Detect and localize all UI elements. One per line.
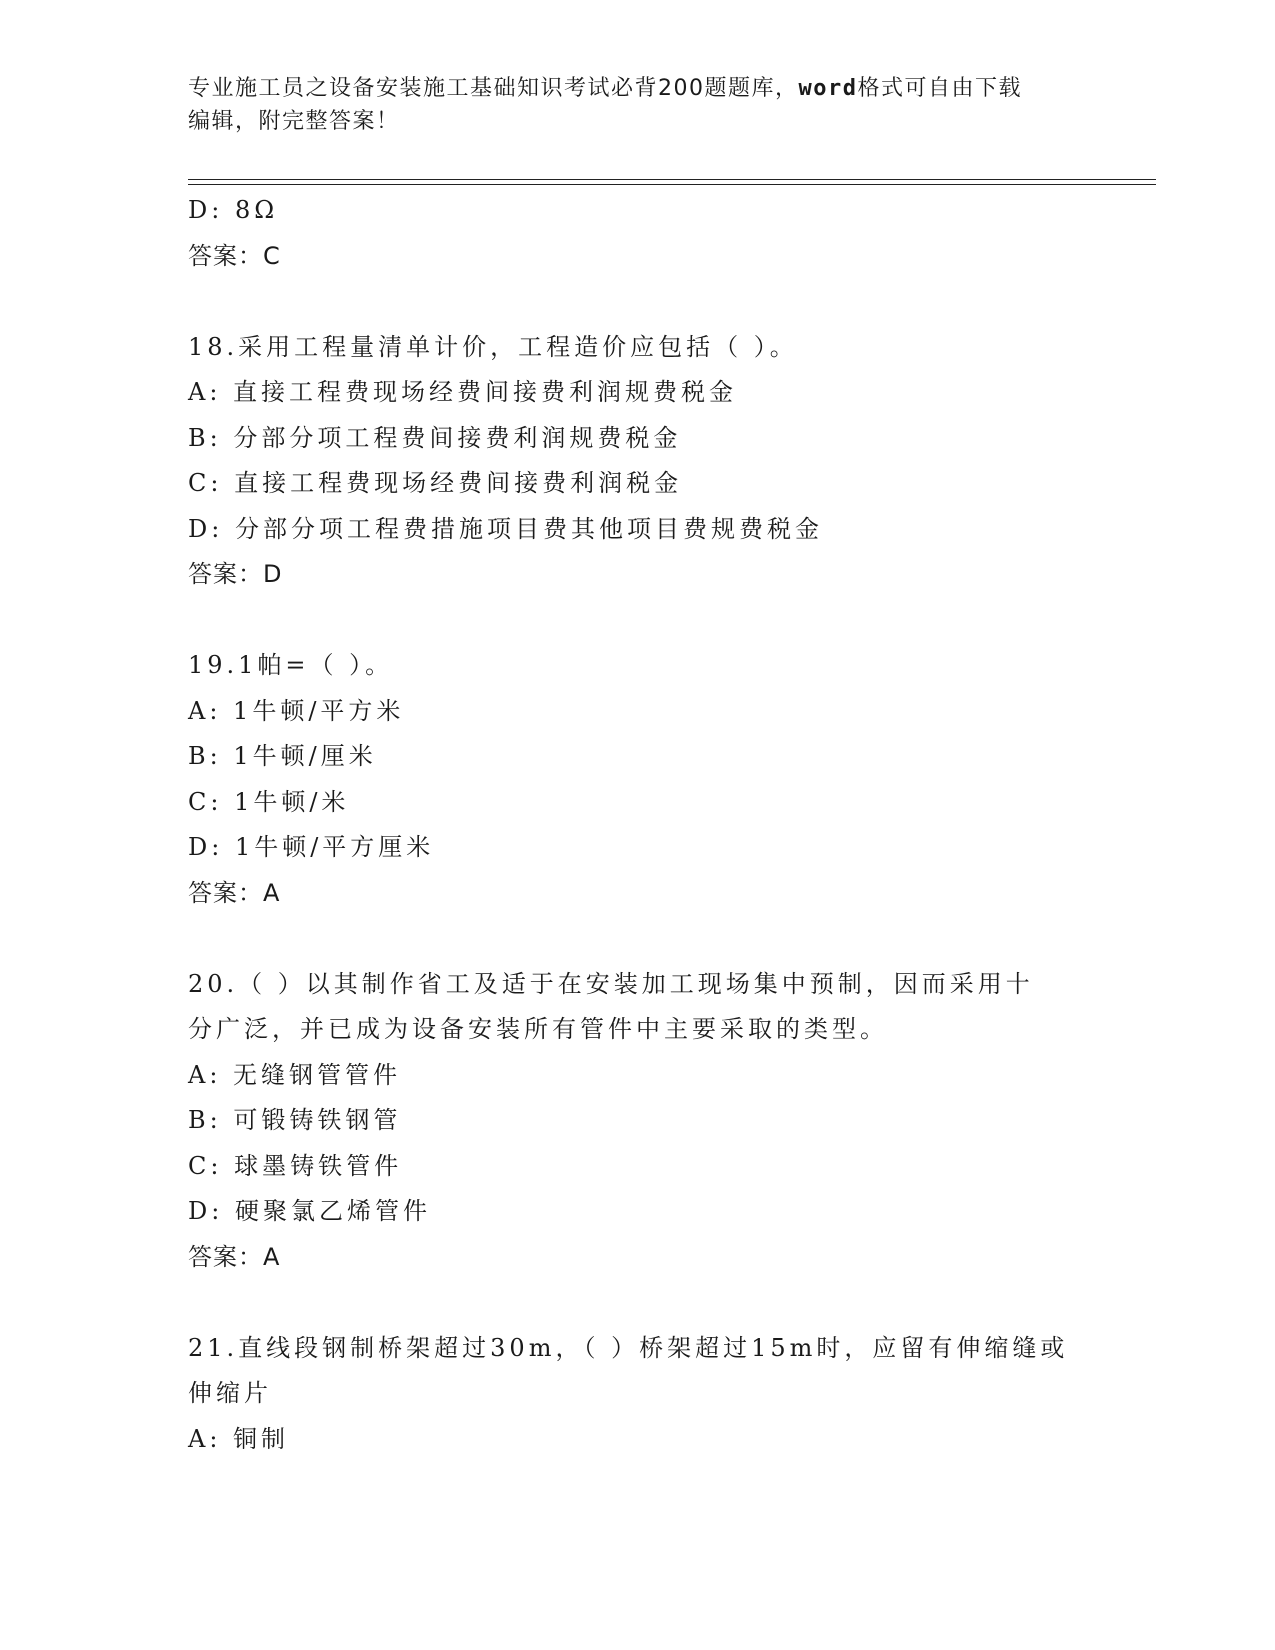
option-a: A: 铜制 <box>188 1424 290 1453</box>
header-line-1 <box>188 72 1088 105</box>
option-b: B: 分部分项工程费间接费利润规费税金 <box>188 423 682 452</box>
answer: 答案：C <box>188 241 281 270</box>
option-d: D: 硬聚氯乙烯管件 <box>188 1197 431 1225</box>
option-d: D: 1牛顿/平方厘米 <box>188 833 435 861</box>
spacer <box>188 598 1088 644</box>
header-rule-bottom <box>188 184 1156 185</box>
spacer <box>188 279 1088 325</box>
answer: 答案：A <box>188 878 281 907</box>
question-stem-line-1: 20.（ ）以其制作省工及适于在安装加工现场集中预制，因而采用十 <box>188 969 1034 998</box>
header-line-2: 编辑，附完整答案！ <box>188 109 400 134</box>
question-stem-line-2: 伸缩片 <box>188 1379 272 1407</box>
question-stem: 18.采用工程量清单计价，工程造价应包括（ ）。 <box>188 332 798 361</box>
option-c: C: 球墨铸铁管件 <box>188 1151 403 1180</box>
question-stem-line-1: 21.直线段钢制桥架超过30m，（ ）桥架超过15m时，应留有伸缩缝或 <box>188 1333 1069 1362</box>
option-d: D: 分部分项工程费措施项目费其他项目费规费税金 <box>188 514 823 543</box>
question-stem-line-2: 分广泛，并已成为设备安装所有管件中主要采取的类型。 <box>188 1015 888 1043</box>
page-header <box>188 72 1088 138</box>
header-text: 专业施工员之设备安装施工基础知识考试必背200题题库， <box>188 76 799 101</box>
option-a: A: 1牛顿/平方米 <box>188 696 405 725</box>
option-a: A: 无缝钢管管件 <box>188 1060 402 1089</box>
option-a: A: 直接工程费现场经费间接费利润规费税金 <box>188 378 738 406</box>
answer: 答案：A <box>188 1242 281 1271</box>
header-text-end: 格式可自由下载 <box>857 76 1022 101</box>
question-stem: 19.1帕=（ ）。 <box>188 651 394 679</box>
option-c: C: 1牛顿/米 <box>188 787 350 816</box>
header-word: word <box>798 76 858 101</box>
option-c: C: 直接工程费现场经费间接费利润税金 <box>188 469 683 497</box>
header-rule-top <box>188 179 1156 180</box>
question-list <box>188 188 1088 1462</box>
option-d: D: 8Ω <box>188 196 279 224</box>
option-b: B: 可锻铸铁钢管 <box>188 1106 402 1134</box>
option-b: B: 1牛顿/厘米 <box>188 742 377 770</box>
spacer <box>188 916 1088 962</box>
spacer <box>188 1280 1088 1326</box>
answer: 答案：D <box>188 560 283 588</box>
